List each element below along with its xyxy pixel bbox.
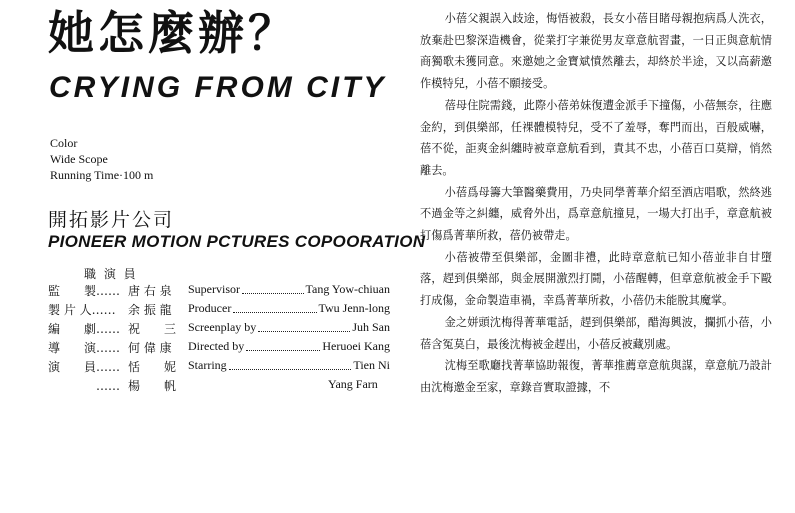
crew-credit-english <box>188 320 390 335</box>
crew-role-chinese: 監 製…… <box>48 284 121 298</box>
film-title-chinese: 她怎麼辦？ <box>48 6 298 60</box>
film-title-english: CRYING FROM CITY <box>49 71 387 104</box>
dot-leader <box>242 293 304 294</box>
synopsis-paragraph: 小蓓爲母籌大筆醫藥費用，乃央同學菁華介紹至酒店唱歌，然終逃不過金等之糾纏，威脅外出，爲章意航撞見，一場大打出手，章意航被打傷爲菁華所救，蓓仍被帶走。 <box>420 185 772 243</box>
synopsis-paragraph: 蓓母住院需錢，此際小蓓弟妹復遭金派手下撞傷，小蓓無奈，往應金約，到俱樂部，任裸體模特兒，受不了羞辱，奪門而出，百般威嚇，蓓不從，詎爽金糾纏時被章意航看到，責其不忠，小蓓百口莫辯，悄然離去。 <box>420 98 772 177</box>
crew-role-english: Supervisor <box>188 282 240 296</box>
dot-leader <box>258 331 350 332</box>
running-time-label: Running Time·100 m <box>50 168 154 182</box>
staff-heading: 職 演 員 <box>84 267 138 281</box>
crew-credit-english <box>188 358 390 373</box>
synopsis-paragraph: 小蓓父親誤入歧途，悔悟被殺，長女小蓓目睹母親抱病爲人洗衣，放棄赴巴黎深造機會，從業打字兼從男友章意航習畫，一日正與意航情商獨歌未獲同意。來邀她之金寶斌憤然離去，却終於半途，又以高薪邀作模特兒，小蓓不願接受。 <box>420 12 772 91</box>
dot-leader <box>246 350 320 351</box>
crew-name-english: Yang Farn <box>328 377 378 391</box>
crew-name-chinese: 余 振 龍 <box>128 303 172 317</box>
crew-role-chinese: …… <box>48 379 121 393</box>
crew-name-chinese: 唐 右 泉 <box>128 284 172 298</box>
synopsis-paragraph: 沈梅至歌廳找菁華協助報復，菁華推薦章意航與謀，章意航乃設計由沈梅邀金至家，章錄音實取證據，不 <box>420 359 772 394</box>
color-label: Color <box>50 136 78 150</box>
crew-role-chinese: 製 片 人…… <box>48 303 116 317</box>
crew-name-chinese: 楊 帆 <box>128 379 177 393</box>
crew-role-chinese: 演 員…… <box>48 360 121 374</box>
synopsis-paragraph: 金之姘頭沈梅得菁華電話，趕到俱樂部，醋海興波，攔抓小蓓，小蓓含冤莫白，最後沈梅被金趕出，小蓓反被藏別處。 <box>420 315 772 351</box>
crew-role-english: Producer <box>188 301 232 315</box>
company-name-chinese: 開拓影片公司 <box>48 209 175 231</box>
crew-credit-english <box>188 339 390 354</box>
crew-name-chinese: 祝 三 <box>128 322 177 336</box>
scope-label: Wide Scope <box>50 152 108 166</box>
synopsis-paragraph: 小蓓被帶至俱樂部，金圖非禮，此時章意航已知小蓓並非自甘墮落，趕到俱樂部，與金展開激烈打鬪，小蓓醒轉，但章意航被金手下毆打成傷，金命製造車禍，幸爲菁華所救，小蓓仍未能脫其魔掌。 <box>420 250 772 308</box>
crew-name-english: Heruoei Kang <box>322 339 390 353</box>
crew-credit-english <box>188 301 390 316</box>
crew-credit-english <box>188 282 390 297</box>
crew-name-english: Juh San <box>352 320 390 334</box>
crew-role-chinese: 編 劇…… <box>48 322 121 336</box>
synopsis-text <box>420 8 772 399</box>
crew-name-english: Tien Ni <box>353 358 390 372</box>
company-name-english: PIONEER MOTION PCTURES COPOORATION <box>48 232 426 251</box>
dot-leader <box>233 312 316 313</box>
crew-name-chinese: 恬 妮 <box>128 360 177 374</box>
crew-role-english: Starring <box>188 358 227 372</box>
crew-role-english: Directed by <box>188 339 245 353</box>
crew-name-english: Twu Jenn-long <box>318 301 390 315</box>
dot-leader <box>229 369 352 370</box>
crew-name-chinese: 何 偉 康 <box>128 341 172 355</box>
crew-name-english: Tang Yow-chiuan <box>305 282 390 296</box>
crew-role-chinese: 導 演…… <box>48 341 121 355</box>
crew-role-english: Screenplay by <box>188 320 257 334</box>
